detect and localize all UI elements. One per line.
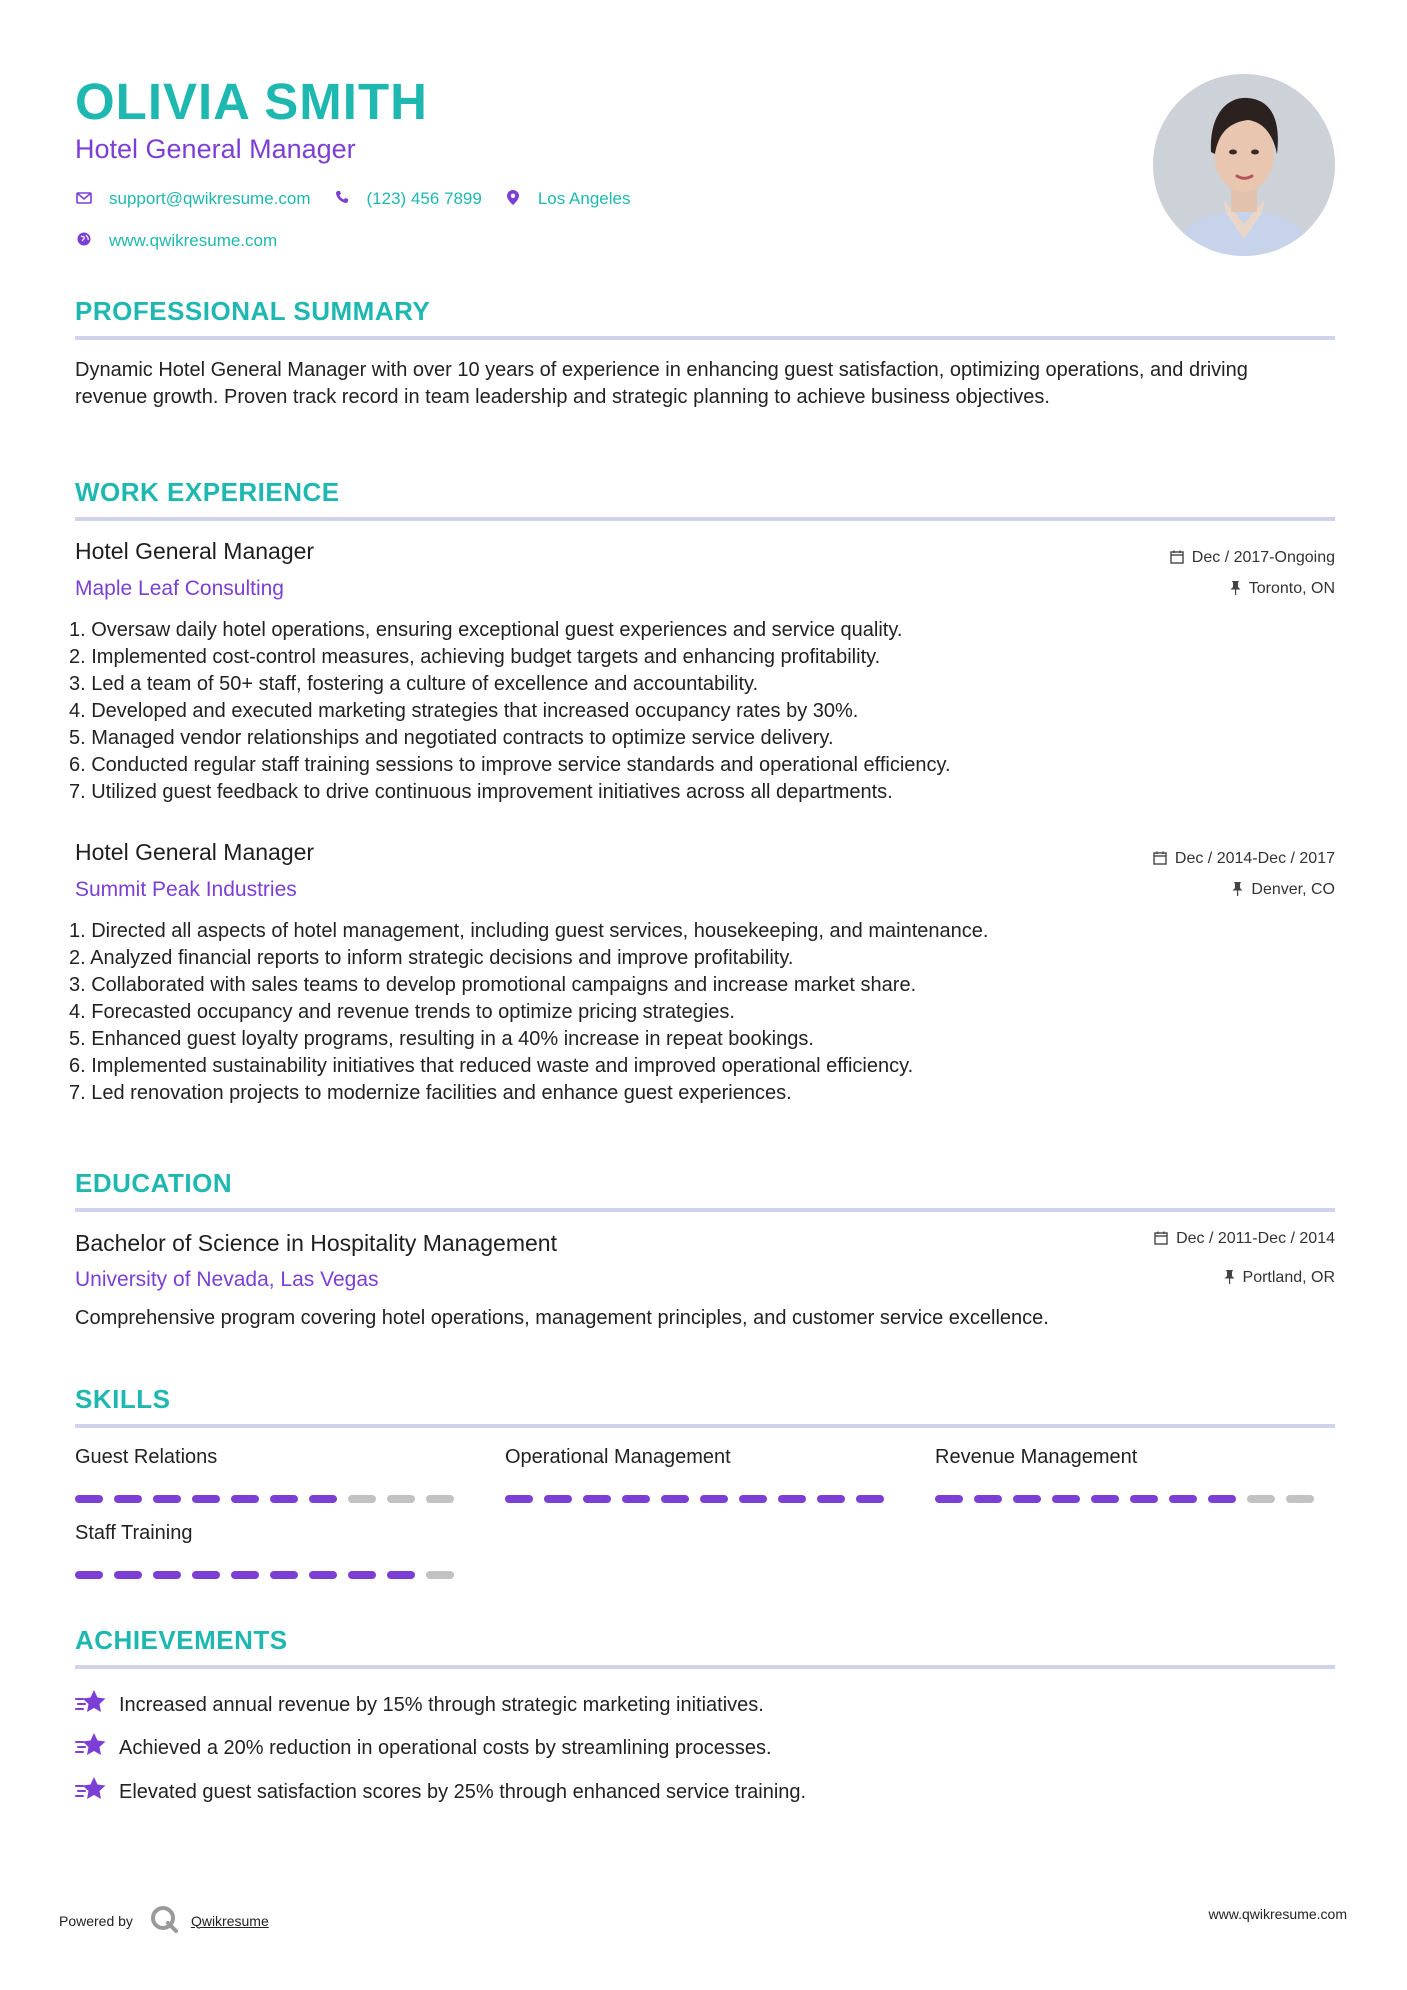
skill-dash [817,1495,845,1503]
star-icon [75,1775,107,1809]
job-dates [1153,850,1335,868]
skill-dash [153,1571,181,1579]
skill-meter [505,1495,895,1503]
list-item: 7. Utilized guest feedback to drive continuous improvement initiatives across all departments. [69,781,893,803]
job-company: Maple Leaf Consulting [75,577,284,600]
education-dates [1154,1230,1335,1248]
achievement-text: Elevated guest satisfaction scores by 25% through enhanced service training. [119,1780,807,1803]
skill-dash [114,1571,142,1579]
skill-dash [1247,1495,1275,1503]
skill-dash [1013,1495,1041,1503]
phone-text: (123) 456 7899 [366,189,482,208]
achievements-divider [75,1665,1335,1669]
skill-dash [1091,1495,1119,1503]
job-company: Summit Peak Industries [75,878,297,901]
achievement-item [75,1775,806,1809]
achievement-item [75,1688,764,1722]
skill-dash [348,1571,376,1579]
candidate-title: Hotel General Manager [75,134,356,164]
phone-icon [333,190,351,208]
summary-heading: PROFESSIONAL SUMMARY [75,296,431,326]
list-item: 7. Led renovation projects to modernize facilities and enhance guest experiences. [69,1082,792,1104]
brand-link[interactable]: Qwikresume [190,1912,269,1929]
education-divider [75,1208,1335,1212]
skill-dash [426,1571,454,1579]
star-icon [75,1688,107,1722]
skills-heading: SKILLS [75,1384,171,1414]
list-item: 4. Forecasted occupancy and revenue trends to optimize pricing strategies. [69,1001,735,1023]
skill-dash [231,1495,259,1503]
pushpin-icon [1230,581,1241,598]
skill-meter [935,1495,1325,1503]
list-item: 3. Led a team of 50+ staff, fostering a culture of excellence and accountability. [69,673,759,695]
skill-dash [153,1495,181,1503]
footer-website[interactable]: www.qwikresume.com [1208,1906,1347,1922]
skill-meter [75,1495,465,1503]
skills-divider [75,1424,1335,1428]
calendar-icon [1154,1231,1168,1248]
list-item: 3. Collaborated with sales teams to develop promotional campaigns and increase market share. [69,974,917,996]
list-item: 5. Enhanced guest loyalty programs, resulting in a 40% increase in repeat bookings. [69,1028,814,1050]
contact-phone[interactable] [333,189,482,209]
job-role: Hotel General Manager [75,538,315,564]
education-heading: EDUCATION [75,1168,233,1198]
education-dates-text: Dec / 2011-Dec / 2014 [1176,1230,1335,1247]
skill-dash [270,1571,298,1579]
skill-dash [1130,1495,1158,1503]
list-item: 5. Managed vendor relationships and negotiated contracts to optimize service delivery. [69,727,834,749]
contact-website[interactable] [75,231,277,251]
website-text: www.qwikresume.com [109,231,278,250]
education-location [1224,1269,1335,1287]
job-bullets [69,918,988,1107]
pushpin-icon [1232,882,1243,899]
skill-dash [1208,1495,1236,1503]
skill-dash [75,1495,103,1503]
skill-dash [544,1495,572,1503]
profile-photo [1153,74,1335,256]
skill-dash [348,1495,376,1503]
list-item: 1. Directed all aspects of hotel management, including guest services, housekeeping, and maintenance. [69,920,989,942]
skill-dash [505,1495,533,1503]
school-name: University of Nevada, Las Vegas [75,1268,379,1291]
skill-dash [387,1495,415,1503]
globe-icon [75,232,93,250]
skill-label: Revenue Management [935,1446,1138,1468]
skill-dash [622,1495,650,1503]
summary-divider [75,336,1335,340]
email-text: support@qwikresume.com [109,189,311,208]
achievement-text: Achieved a 20% reduction in operational costs by streamlining processes. [119,1736,772,1759]
job-bullets [69,617,951,806]
job-location [1232,881,1335,899]
contact-row [75,189,652,209]
skill-dash [661,1495,689,1503]
job-dates-text: Dec / 2014-Dec / 2017 [1174,850,1335,867]
job-role: Hotel General Manager [75,839,315,865]
skill-dash [270,1495,298,1503]
skill-label: Operational Management [505,1446,731,1468]
skill-dash [231,1571,259,1579]
job-location-text: Denver, CO [1251,881,1335,898]
candidate-name: OLIVIA SMITH [75,73,428,130]
skill-dash [309,1571,337,1579]
skill-dash [192,1571,220,1579]
website-row [75,231,299,251]
skill-dash [778,1495,806,1503]
pushpin-icon [1224,1270,1235,1287]
list-item: 6. Implemented sustainability initiatives that reduced waste and improved operational efficiency. [69,1055,914,1077]
list-item: 1. Oversaw daily hotel operations, ensuring exceptional guest experiences and service quality. [69,619,903,641]
list-item: 2. Analyzed financial reports to inform strategic decisions and improve profitability. [69,947,794,969]
calendar-icon [1153,851,1167,868]
job-location-text: Toronto, ON [1248,580,1335,597]
education-description: Comprehensive program covering hotel operations, management principles, and customer service excellence. [75,1307,1049,1329]
powered-by-text: Powered by [59,1912,133,1929]
skill-dash [114,1495,142,1503]
skill-dash [700,1495,728,1503]
skill-dash [426,1495,454,1503]
achievements-heading: ACHIEVEMENTS [75,1625,288,1655]
skill-dash [856,1495,884,1503]
achievement-text: Increased annual revenue by 15% through strategic marketing initiatives. [119,1693,764,1716]
skill-label: Guest Relations [75,1446,218,1468]
star-icon [75,1731,107,1765]
skill-dash [739,1495,767,1503]
skill-dash [1169,1495,1197,1503]
skill-dash [309,1495,337,1503]
skill-dash [192,1495,220,1503]
skill-dash [1286,1495,1314,1503]
summary-text: Dynamic Hotel General Manager with over 10 years of experience in enhancing guest satisfaction, optimizing operations, and driving revenue growth. Proven track record in team leadership and strategic planning to achieve business objectives. [75,359,1248,408]
list-item: 4. Developed and executed marketing strategies that increased occupancy rates by 30%. [69,700,859,722]
job-dates-text: Dec / 2017-Ongoing [1191,549,1335,566]
contact-location [504,189,631,209]
job-location [1230,580,1335,598]
skill-dash [583,1495,611,1503]
contact-email[interactable] [75,189,311,209]
skill-dash [935,1495,963,1503]
list-item: 6. Conducted regular staff training sessions to improve service standards and operational efficiency. [69,754,951,776]
skill-dash [1052,1495,1080,1503]
skill-dash [387,1571,415,1579]
work-divider [75,517,1335,521]
degree-title: Bachelor of Science in Hospitality Management [75,1230,557,1256]
map-pin-icon [504,190,522,209]
work-heading: WORK EXPERIENCE [75,477,340,507]
list-item: 2. Implemented cost-control measures, achieving budget targets and enhancing profitability. [69,646,881,668]
envelope-icon [75,191,93,208]
achievement-item [75,1731,772,1765]
education-location-text: Portland, OR [1242,1269,1335,1286]
job-dates [1170,549,1335,567]
footer-powered-by [59,1904,269,1937]
location-text: Los Angeles [537,189,631,208]
qwikresume-logo-icon [149,1904,179,1937]
skill-meter [75,1571,465,1579]
skill-dash [75,1571,103,1579]
calendar-icon [1170,550,1184,567]
skill-label: Staff Training [75,1522,193,1544]
skill-dash [974,1495,1002,1503]
